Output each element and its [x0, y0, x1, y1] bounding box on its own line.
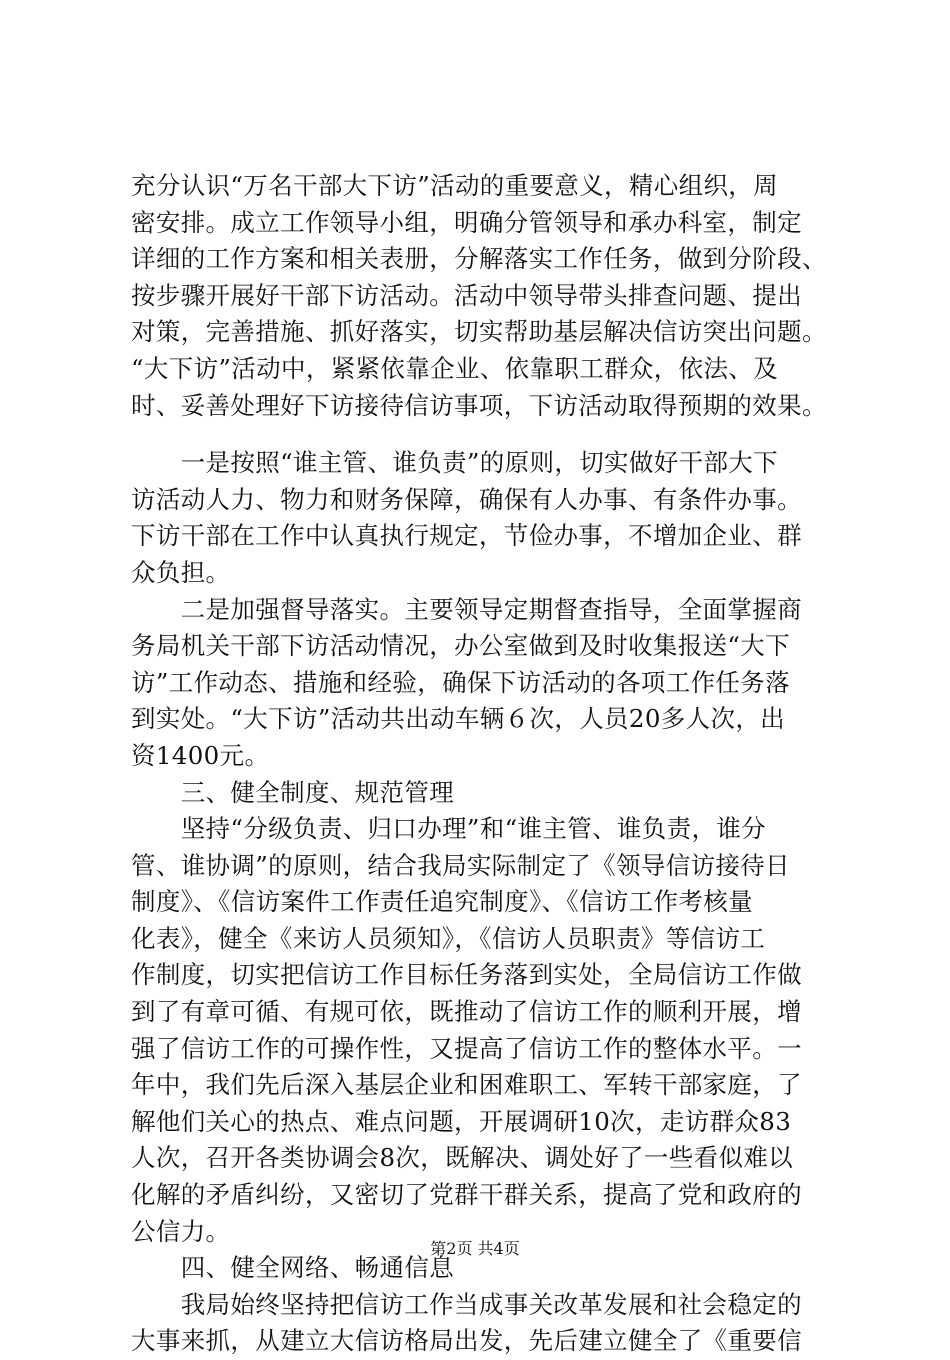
text-line: 众负担。	[131, 557, 231, 587]
text-line: 访”工作动态、措施和经验，确保下访活动的各项工作任务落	[131, 667, 790, 697]
text-line: 坚持“分级负责、归口办理”和“谁主管、谁负责，谁分	[131, 814, 767, 844]
text-line: 详细的工作方案和相关表册，分解落实工作任务，做到分阶段、	[131, 244, 827, 274]
text-line: 大事来抓，从建立大信访格局出发，先后建立健全了《重要信	[131, 1326, 802, 1356]
section-heading: 三、健全制度、规范管理	[131, 777, 455, 807]
text-line: 务局机关干部下访活动情况，办公室做到及时收集报送“大下	[131, 631, 790, 661]
body-text	[131, 168, 843, 1360]
paragraph-block-2	[131, 445, 843, 1360]
text-line: 访活动人力、物力和财务保障，确保有人办事、有条件办事。	[131, 484, 802, 514]
text-line: 到实处。“大下访”活动共出动车辆６次，人员20多人次，出	[131, 704, 786, 734]
text-line: 下访干部在工作中认真执行规定，节俭办事，不增加企业、群	[131, 521, 802, 551]
text-line: 二是加强督导落实。主要领导定期督查指导，全面掌握商	[131, 594, 802, 624]
text-line: 作制度，切实把信访工作目标任务落到实处，全局信访工作做	[131, 960, 802, 990]
text-line: 一是按照“谁主管、谁负责”的原则，切实做好干部大下	[131, 448, 778, 478]
text-line: 强了信访工作的可操作性，又提高了信访工作的整体水平。一	[131, 1033, 802, 1063]
text-line: 按步骤开展好干部下访活动。活动中领导带头排查问题、提出	[131, 280, 802, 310]
text-line: 我局始终坚持把信访工作当成事关改革发展和社会稳定的	[131, 1289, 802, 1319]
text-line: 年中，我们先后深入基层企业和困难职工、军转干部家庭，了	[131, 1070, 802, 1100]
text-line: 人次，召开各类协调会8次，既解决、调处好了一些看似难以	[131, 1143, 794, 1173]
text-line: 到了有章可循、有规可依，既推动了信访工作的顺利开展，增	[131, 997, 802, 1027]
text-line: 时、妥善处理好下访接待信访事项，下访活动取得预期的效果。	[131, 390, 827, 420]
text-line: 密安排。成立工作领导小组，明确分管领导和承办科室，制定	[131, 207, 802, 237]
paragraph-block-1	[131, 168, 843, 424]
text-line: 解他们关心的热点、难点问题，开展调研10次，走访群众83	[131, 1106, 792, 1136]
text-line: 化解的矛盾纠纷，又密切了党群干群关系，提高了党和政府的	[131, 1180, 802, 1210]
page-footer	[0, 1237, 950, 1261]
text-line: 对策，完善措施、抓好落实，切实帮助基层解决信访突出问题。	[131, 317, 827, 347]
text-line: “大下访”活动中，紧紧依靠企业、依靠职工群众，依法、及	[131, 353, 778, 383]
text-line: 管、谁协调”的原则，结合我局实际制定了《领导信访接待日	[131, 850, 790, 880]
text-line: 制度》、《信访案件工作责任追究制度》、《信访工作考核量	[131, 887, 753, 917]
text-line: 资1400元。	[131, 740, 270, 770]
text-line: 化表》，健全《来访人员须知》，《信访人员职责》等信访工	[131, 923, 766, 953]
section-heading: 四、健全网络、畅通信息	[131, 1253, 455, 1283]
paragraph-gap	[131, 424, 843, 445]
text-line: 公信力。	[131, 1216, 231, 1246]
page-number: 第2页 共4页	[430, 1239, 520, 1258]
text-line: 充分认识“万名干部大下访”活动的重要意义，精心组织，周	[131, 171, 778, 200]
